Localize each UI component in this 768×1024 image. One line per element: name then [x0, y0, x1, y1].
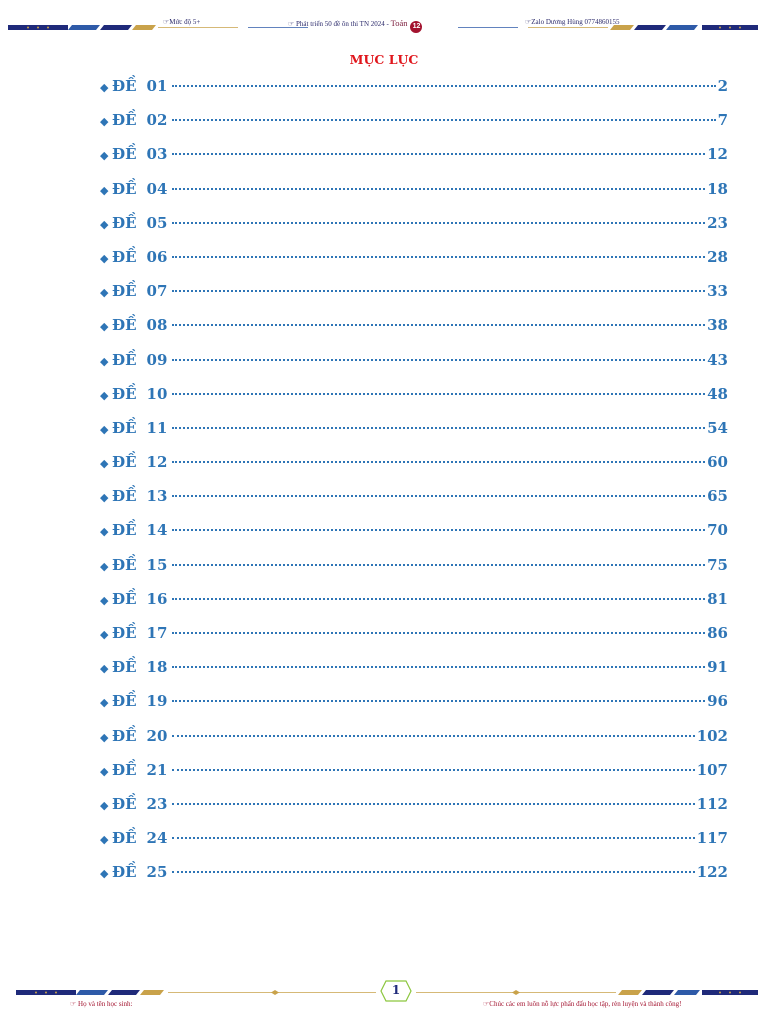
diamond-bullet-icon: ◆ [100, 457, 109, 471]
toc-entry[interactable] [100, 210, 728, 244]
toc-entry[interactable] [100, 859, 728, 893]
dot-leader [172, 359, 705, 361]
toc-entry-number: 19 [146, 692, 168, 711]
footer-student-name: ☞ Họ và tên học sinh: [70, 1000, 133, 1008]
diamond-bullet-icon: ◆ [100, 764, 109, 778]
dot-leader [172, 529, 705, 531]
toc-entry-label: ĐỀ [112, 179, 137, 198]
page-footer [0, 980, 768, 1024]
toc-entry-number: 14 [146, 521, 168, 540]
dot-leader [172, 598, 705, 600]
toc-entry[interactable] [100, 586, 728, 620]
diamond-bullet-icon: ◆ [100, 388, 109, 402]
toc-entry-page: 18 [707, 179, 728, 198]
diamond-bullet-icon: ◆ [100, 251, 109, 265]
diamond-bullet-icon: ◆ [100, 183, 109, 197]
page-header [0, 14, 768, 36]
diamond-bullet-icon: ◆ [100, 422, 109, 436]
toc-entry-page: 112 [696, 794, 728, 813]
dot-leader [172, 735, 694, 737]
dot-leader [172, 393, 705, 395]
table-of-contents [100, 73, 728, 894]
dot-leader [172, 290, 705, 292]
toc-entry-number: 16 [146, 589, 168, 608]
toc-entry-page: 70 [707, 521, 728, 540]
dot-leader [172, 495, 705, 497]
dot-leader [172, 188, 705, 190]
header-subject: Toán [390, 18, 408, 28]
toc-entry-label: ĐỀ [112, 418, 137, 437]
diamond-bullet-icon: ◆ [100, 354, 109, 368]
toc-entry[interactable] [100, 449, 728, 483]
toc-entry-page: 12 [707, 145, 728, 164]
toc-entry-label: ĐỀ [112, 487, 137, 506]
toc-entry-number: 12 [146, 453, 168, 472]
toc-entry[interactable] [100, 312, 728, 346]
toc-entry-label: ĐỀ [112, 760, 137, 779]
toc-entry-number: 08 [146, 316, 168, 335]
toc-entry[interactable] [100, 483, 728, 517]
toc-entry-label: ĐỀ [112, 213, 137, 232]
footer-motto: ☞Chúc các em luôn nỗ lực phấn đấu học tập, rèn luyện và thành công! [483, 1000, 682, 1008]
toc-entry-number: 15 [146, 555, 168, 574]
toc-entry-page: 102 [696, 726, 728, 745]
toc-entry-number: 23 [146, 794, 168, 813]
toc-entry-label: ĐỀ [112, 589, 137, 608]
dot-leader [172, 632, 705, 634]
toc-entry-number: 25 [146, 863, 168, 882]
toc-entry[interactable] [100, 757, 728, 791]
diamond-bullet-icon: ◆ [100, 149, 109, 163]
footer-decor-left [16, 990, 376, 995]
toc-entry-number: 11 [146, 418, 168, 437]
toc-entry[interactable] [100, 244, 728, 278]
toc-entry-page: 60 [707, 453, 728, 472]
toc-entry-page: 86 [707, 624, 728, 642]
toc-entry-number: 03 [146, 145, 168, 164]
diamond-bullet-icon: ◆ [100, 491, 109, 505]
footer-decor-right [416, 990, 758, 995]
diamond-bullet-icon: ◆ [100, 867, 109, 881]
dot-leader [172, 119, 715, 121]
dot-leader [172, 837, 694, 839]
diamond-bullet-icon: ◆ [100, 81, 109, 94]
toc-entry-page: 7 [717, 111, 728, 130]
toc-entry-page: 117 [696, 829, 728, 848]
toc-entry-label: ĐỀ [112, 453, 137, 472]
header-contact: ☞Zalo Dương Hùng 0774860155 [525, 18, 620, 26]
toc-entry-number: 09 [146, 350, 168, 369]
toc-entry-page: 38 [707, 316, 728, 335]
diamond-bullet-icon: ◆ [100, 593, 109, 607]
diamond-bullet-icon: ◆ [100, 525, 109, 539]
toc-entry-page: 54 [707, 418, 728, 437]
page-title: MỤC LỤC [349, 52, 419, 67]
toc-entry-page: 91 [707, 658, 728, 677]
diamond-bullet-icon: ◆ [100, 115, 109, 129]
dot-leader [172, 564, 705, 566]
dot-leader [172, 461, 705, 463]
toc-entry[interactable] [100, 552, 728, 586]
toc-entry-label: ĐỀ [112, 145, 137, 164]
toc-entry-number: 07 [146, 282, 168, 301]
toc-entry-number: 04 [146, 179, 168, 198]
diamond-bullet-icon: ◆ [100, 662, 109, 676]
dot-leader [172, 153, 705, 155]
dot-leader [172, 427, 705, 429]
toc-entry-label: ĐỀ [112, 521, 137, 540]
diamond-bullet-icon: ◆ [100, 628, 109, 641]
diamond-bullet-icon: ◆ [100, 798, 109, 812]
header-level: ☞Mức độ 5+ [163, 18, 201, 26]
toc-entry-page: 43 [707, 350, 728, 369]
toc-entry-page: 23 [707, 213, 728, 232]
toc-entry-label: ĐỀ [112, 829, 137, 848]
toc-entry-page: 81 [707, 589, 728, 608]
toc-entry[interactable] [100, 791, 728, 825]
dot-leader [172, 871, 694, 873]
toc-entry-label: ĐỀ [112, 555, 137, 574]
grade-badge: 12 [410, 21, 422, 33]
toc-entry-page: 65 [707, 487, 728, 506]
dot-leader [172, 666, 705, 668]
diamond-bullet-icon: ◆ [100, 217, 109, 231]
toc-entry[interactable] [100, 415, 728, 449]
toc-entry[interactable] [100, 723, 728, 757]
diamond-bullet-icon: ◆ [100, 559, 109, 573]
toc-entry-page: 33 [707, 282, 728, 301]
diamond-bullet-icon: ◆ [100, 730, 109, 744]
toc-entry-number: 05 [146, 213, 168, 232]
toc-entry-page: 28 [707, 247, 728, 266]
toc-entry-label: ĐỀ [112, 77, 137, 95]
dot-leader [172, 222, 705, 224]
toc-entry[interactable] [100, 347, 728, 381]
dot-leader [172, 324, 705, 326]
dot-leader [172, 803, 694, 805]
toc-entry-label: ĐỀ [112, 658, 137, 677]
dot-leader [172, 256, 705, 258]
dot-leader [172, 769, 694, 771]
toc-entry[interactable] [100, 73, 728, 107]
toc-entry-page: 2 [717, 77, 728, 95]
toc-entry-page: 75 [707, 555, 728, 574]
toc-entry-label: ĐỀ [112, 384, 137, 403]
toc-entry-label: ĐỀ [112, 282, 137, 301]
toc-entry-number: 01 [146, 77, 168, 95]
toc-entry[interactable] [100, 825, 728, 859]
toc-entry-number: 13 [146, 487, 168, 506]
toc-entry-page: 96 [707, 692, 728, 711]
toc-entry-label: ĐỀ [112, 692, 137, 711]
toc-entry-number: 06 [146, 247, 168, 266]
toc-entry[interactable] [100, 141, 728, 175]
toc-entry-page: 107 [696, 760, 728, 779]
toc-entry-label: ĐỀ [112, 350, 137, 369]
diamond-bullet-icon: ◆ [100, 833, 109, 847]
toc-entry[interactable] [100, 107, 728, 141]
toc-entry-page: 48 [707, 384, 728, 403]
toc-entry-number: 24 [146, 829, 168, 848]
toc-entry-label: ĐỀ [112, 624, 137, 642]
toc-entry-number: 21 [146, 760, 168, 779]
toc-entry-label: ĐỀ [112, 726, 137, 745]
toc-entry-number: 10 [146, 384, 168, 403]
diamond-bullet-icon: ◆ [100, 320, 109, 334]
toc-entry-label: ĐỀ [112, 863, 137, 882]
toc-entry-number: 20 [146, 726, 168, 745]
toc-entry-label: ĐỀ [112, 316, 137, 335]
toc-entry[interactable] [100, 381, 728, 415]
diamond-bullet-icon: ◆ [100, 696, 109, 710]
toc-entry-number: 02 [146, 111, 168, 130]
toc-entry-number: 18 [146, 658, 168, 677]
page-number: 1 [391, 983, 401, 997]
diamond-bullet-icon: ◆ [100, 286, 109, 300]
dot-leader [172, 85, 715, 87]
toc-entry-number: 17 [146, 624, 168, 642]
header-series: ☞ Phát triển 50 đề ôn thi TN 2024 - Toán 12 [288, 18, 422, 33]
toc-entry[interactable] [100, 688, 728, 722]
toc-entry[interactable] [100, 654, 728, 688]
toc-entry[interactable] [100, 278, 728, 312]
toc-entry[interactable] [100, 517, 728, 551]
toc-entry-label: ĐỀ [112, 247, 137, 266]
toc-entry[interactable] [100, 176, 728, 210]
toc-entry-page: 122 [696, 863, 728, 882]
toc-entry[interactable] [100, 620, 728, 654]
toc-entry-label: ĐỀ [112, 794, 137, 813]
toc-entry-label: ĐỀ [112, 111, 137, 130]
dot-leader [172, 700, 705, 702]
